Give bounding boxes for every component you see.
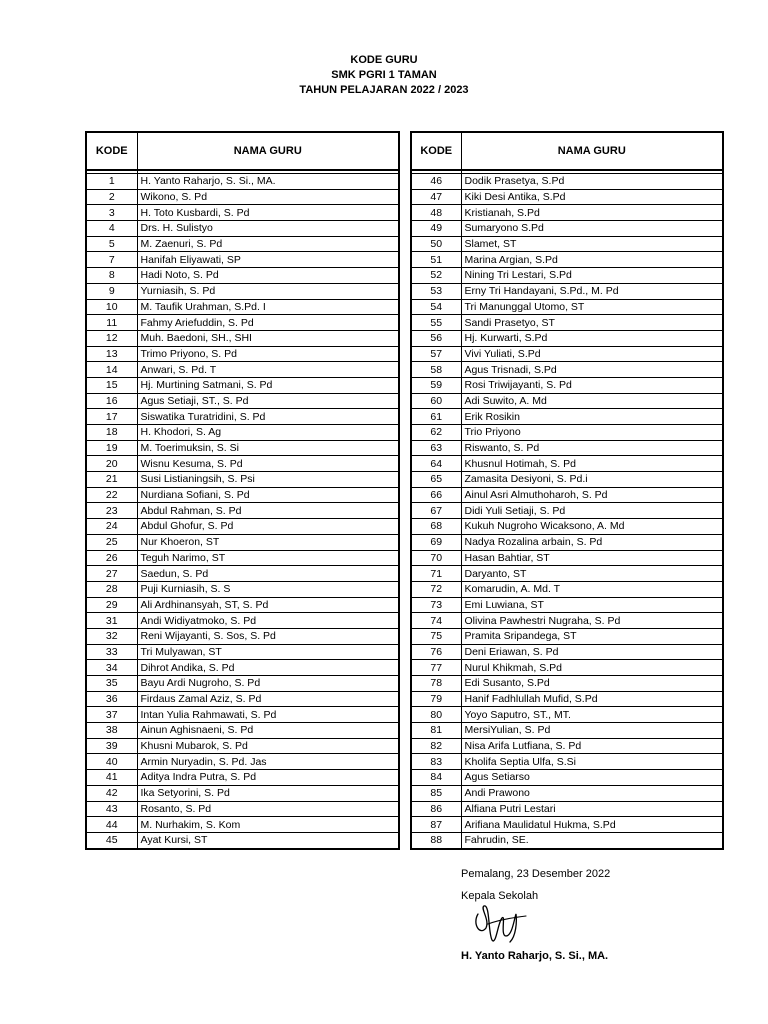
teacher-code: 41 <box>86 770 137 786</box>
teacher-name: Didi Yuli Setiaji, S. Pd <box>461 503 723 519</box>
teacher-name: Abdul Ghofur, S. Pd <box>137 519 399 535</box>
table-row <box>411 628 723 644</box>
teacher-code: 4 <box>86 221 137 237</box>
teacher-name: H. Khodori, S. Ag <box>137 425 399 441</box>
table-row <box>411 205 723 221</box>
teacher-code: 7 <box>86 252 137 268</box>
teacher-name: Emi Luwiana, ST <box>461 597 723 613</box>
table-row <box>86 174 399 190</box>
teacher-name: M. Zaenuri, S. Pd <box>137 236 399 252</box>
teacher-name: Kristianah, S.Pd <box>461 205 723 221</box>
teacher-name: Rosi Triwijayanti, S. Pd <box>461 377 723 393</box>
teacher-code: 70 <box>411 550 461 566</box>
teacher-name: Hanif Fadhlullah Mufid, S.Pd <box>461 691 723 707</box>
teacher-code: 40 <box>86 754 137 770</box>
teacher-name: Muh. Baedoni, SH., SHI <box>137 330 399 346</box>
teacher-code: 13 <box>86 346 137 362</box>
teacher-code: 34 <box>86 660 137 676</box>
table-row <box>411 393 723 409</box>
table-row <box>86 597 399 613</box>
teacher-code: 22 <box>86 487 137 503</box>
teacher-code: 3 <box>86 205 137 221</box>
teacher-code: 55 <box>411 315 461 331</box>
table-row <box>86 534 399 550</box>
teacher-name: Nining Tri Lestari, S.Pd <box>461 268 723 284</box>
teacher-name: Nur Khoeron, ST <box>137 534 399 550</box>
teacher-name: Nurdiana Sofiani, S. Pd <box>137 487 399 503</box>
teacher-name: Kukuh Nugroho Wicaksono, A. Md <box>461 519 723 535</box>
teacher-code: 27 <box>86 566 137 582</box>
table-row <box>411 283 723 299</box>
teacher-name: Fahmy Ariefuddin, S. Pd <box>137 315 399 331</box>
table-row <box>86 691 399 707</box>
table-row <box>411 377 723 393</box>
teacher-code: 48 <box>411 205 461 221</box>
teacher-name: Tri Manunggal Utomo, ST <box>461 299 723 315</box>
teacher-code: 78 <box>411 676 461 692</box>
teacher-name: Hanifah Eliyawati, SP <box>137 252 399 268</box>
table-row <box>411 770 723 786</box>
teacher-name: Khusnul Hotimah, S. Pd <box>461 456 723 472</box>
table-row <box>411 801 723 817</box>
teacher-code: 10 <box>86 299 137 315</box>
table-row <box>86 440 399 456</box>
teacher-name: Reni Wijayanti, S. Sos, S. Pd <box>137 628 399 644</box>
teacher-name: Wikono, S. Pd <box>137 189 399 205</box>
teacher-code: 24 <box>86 519 137 535</box>
table-row <box>411 691 723 707</box>
teacher-code: 28 <box>86 581 137 597</box>
teacher-name: Ainun Aghisnaeni, S. Pd <box>137 723 399 739</box>
table-row <box>86 377 399 393</box>
teacher-code: 21 <box>86 472 137 488</box>
table-row <box>86 832 399 848</box>
table-row <box>411 456 723 472</box>
table-row <box>411 503 723 519</box>
teacher-name: Intan Yulia Rahmawati, S. Pd <box>137 707 399 723</box>
table-row <box>411 723 723 739</box>
table-row <box>86 393 399 409</box>
teacher-name: Marina Argian, S.Pd <box>461 252 723 268</box>
table-row <box>86 456 399 472</box>
teacher-table-right <box>410 131 724 850</box>
teacher-table-left <box>85 131 400 850</box>
teacher-name: Abdul Rahman, S. Pd <box>137 503 399 519</box>
table-row <box>86 425 399 441</box>
teacher-code: 79 <box>411 691 461 707</box>
teacher-name: Agus Trisnadi, S.Pd <box>461 362 723 378</box>
table-row <box>86 330 399 346</box>
teacher-code: 12 <box>86 330 137 346</box>
teacher-code: 53 <box>411 283 461 299</box>
teacher-name: Kholifa Septia Ulfa, S.Si <box>461 754 723 770</box>
teacher-code: 80 <box>411 707 461 723</box>
table-row <box>411 597 723 613</box>
table-row <box>411 534 723 550</box>
table-row <box>86 487 399 503</box>
teacher-code: 44 <box>86 817 137 833</box>
table-row <box>86 252 399 268</box>
title-kode-guru: KODE GURU <box>350 54 418 66</box>
teacher-name: M. Taufik Urahman, S.Pd. I <box>137 299 399 315</box>
signature-image <box>470 902 530 948</box>
teacher-code: 73 <box>411 597 461 613</box>
teacher-code: 67 <box>411 503 461 519</box>
teacher-code: 76 <box>411 644 461 660</box>
teacher-name: Hj. Murtining Satmani, S. Pd <box>137 377 399 393</box>
teacher-code: 35 <box>86 676 137 692</box>
table-row <box>86 205 399 221</box>
teacher-name: MersiYulian, S. Pd <box>461 723 723 739</box>
table-row <box>411 566 723 582</box>
teacher-name: Edi Susanto, S.Pd <box>461 676 723 692</box>
table-row <box>411 660 723 676</box>
teacher-name: Agus Setiaji, ST., S. Pd <box>137 393 399 409</box>
table-row <box>86 785 399 801</box>
teacher-code: 63 <box>411 440 461 456</box>
teacher-code: 69 <box>411 534 461 550</box>
teacher-name: Rosanto, S. Pd <box>137 801 399 817</box>
teacher-code: 42 <box>86 785 137 801</box>
table-row <box>411 676 723 692</box>
teacher-name: Erik Rosikin <box>461 409 723 425</box>
teacher-code: 16 <box>86 393 137 409</box>
table-row <box>411 174 723 190</box>
teacher-code: 57 <box>411 346 461 362</box>
teacher-name: Firdaus Zamal Aziz, S. Pd <box>137 691 399 707</box>
table-row <box>86 519 399 535</box>
table-row <box>86 754 399 770</box>
teacher-name: Sandi Prasetyo, ST <box>461 315 723 331</box>
teacher-name: Erny Tri Handayani, S.Pd., M. Pd <box>461 283 723 299</box>
teacher-code: 84 <box>411 770 461 786</box>
table-row <box>86 660 399 676</box>
teacher-code: 60 <box>411 393 461 409</box>
teacher-name: Agus Setiarso <box>461 770 723 786</box>
teacher-code: 29 <box>86 597 137 613</box>
teacher-name: Armin Nuryadin, S. Pd. Jas <box>137 754 399 770</box>
teacher-code: 17 <box>86 409 137 425</box>
teacher-name: Hadi Noto, S. Pd <box>137 268 399 284</box>
signature-name: H. Yanto Raharjo, S. Si., MA. <box>461 950 609 962</box>
table-row <box>411 299 723 315</box>
table-row <box>86 299 399 315</box>
teacher-name: Ayat Kursi, ST <box>137 832 399 848</box>
table-row <box>86 707 399 723</box>
teacher-name: Komarudin, A. Md. T <box>461 581 723 597</box>
teacher-name: Anwari, S. Pd. T <box>137 362 399 378</box>
teacher-name: Yoyo Saputro, ST., MT. <box>461 707 723 723</box>
teacher-name: Daryanto, ST <box>461 566 723 582</box>
teacher-name: Riswanto, S. Pd <box>461 440 723 456</box>
teacher-code: 33 <box>86 644 137 660</box>
table-row <box>86 676 399 692</box>
table-row <box>86 503 399 519</box>
teacher-name: Fahrudin, SE. <box>461 832 723 848</box>
table-row <box>86 801 399 817</box>
table-row <box>411 440 723 456</box>
teacher-code: 49 <box>411 221 461 237</box>
teacher-code: 83 <box>411 754 461 770</box>
teacher-name: Aditya Indra Putra, S. Pd <box>137 770 399 786</box>
teacher-code: 75 <box>411 628 461 644</box>
table-row <box>411 550 723 566</box>
teacher-code: 66 <box>411 487 461 503</box>
table-row <box>86 283 399 299</box>
table-row <box>411 581 723 597</box>
signature-role: Kepala Sekolah <box>461 890 539 902</box>
teacher-code: 1 <box>86 174 137 190</box>
table-row <box>411 832 723 848</box>
table-row <box>86 362 399 378</box>
table-row <box>411 346 723 362</box>
teacher-name: H. Toto Kusbardi, S. Pd <box>137 205 399 221</box>
academic-year: TAHUN PELAJARAN 2022 / 2023 <box>299 84 469 96</box>
column-header-nama: NAMA GURU <box>461 132 723 170</box>
document-header <box>0 53 768 98</box>
table-row <box>86 346 399 362</box>
table-row <box>86 581 399 597</box>
teacher-name: Saedun, S. Pd <box>137 566 399 582</box>
teacher-code: 71 <box>411 566 461 582</box>
teacher-name: Puji Kurniasih, S. S <box>137 581 399 597</box>
teacher-name: Yurniasih, S. Pd <box>137 283 399 299</box>
table-row <box>86 628 399 644</box>
table-row <box>411 362 723 378</box>
teacher-name: Trimo Priyono, S. Pd <box>137 346 399 362</box>
teacher-code: 20 <box>86 456 137 472</box>
teacher-code: 36 <box>86 691 137 707</box>
table-row <box>411 189 723 205</box>
teacher-code: 58 <box>411 362 461 378</box>
teacher-code: 47 <box>411 189 461 205</box>
teacher-name: Arifiana Maulidatul Hukma, S.Pd <box>461 817 723 833</box>
teacher-code: 15 <box>86 377 137 393</box>
teacher-code: 14 <box>86 362 137 378</box>
teacher-name: Pramita Sripandega, ST <box>461 628 723 644</box>
teacher-name: Bayu Ardi Nugroho, S. Pd <box>137 676 399 692</box>
teacher-code: 54 <box>411 299 461 315</box>
teacher-code: 59 <box>411 377 461 393</box>
teacher-name: Zamasita Desiyoni, S. Pd.i <box>461 472 723 488</box>
teacher-code: 26 <box>86 550 137 566</box>
table-row <box>411 330 723 346</box>
teacher-name: Trio Priyono <box>461 425 723 441</box>
teacher-name: Sumaryono S.Pd <box>461 221 723 237</box>
teacher-name: Ainul Asri Almuthoharoh, S. Pd <box>461 487 723 503</box>
teacher-code: 77 <box>411 660 461 676</box>
column-header-kode: KODE <box>411 132 461 170</box>
table-header-row <box>86 132 399 170</box>
school-name: SMK PGRI 1 TAMAN <box>331 69 437 81</box>
teacher-name: Susi Listianingsih, S. Psi <box>137 472 399 488</box>
teacher-name: Nisa Arifa Lutfiana, S. Pd <box>461 738 723 754</box>
table-row <box>411 221 723 237</box>
teacher-code: 88 <box>411 832 461 848</box>
teacher-code: 86 <box>411 801 461 817</box>
teacher-name: Olivina Pawhestri Nugraha, S. Pd <box>461 613 723 629</box>
signature-place-date: Pemalang, 23 Desember 2022 <box>461 868 611 880</box>
teacher-code: 85 <box>411 785 461 801</box>
table-row <box>86 644 399 660</box>
teacher-name: M. Nurhakim, S. Kom <box>137 817 399 833</box>
teacher-name: Andi Prawono <box>461 785 723 801</box>
teacher-name: Kiki Desi Antika, S.Pd <box>461 189 723 205</box>
table-row <box>411 425 723 441</box>
teacher-code: 81 <box>411 723 461 739</box>
teacher-name: Ika Setyorini, S. Pd <box>137 785 399 801</box>
teacher-name: Wisnu Kesuma, S. Pd <box>137 456 399 472</box>
teacher-code: 25 <box>86 534 137 550</box>
table-row <box>411 785 723 801</box>
teacher-code: 52 <box>411 268 461 284</box>
teacher-name: Hasan Bahtiar, ST <box>461 550 723 566</box>
teacher-code: 68 <box>411 519 461 535</box>
table-row <box>86 189 399 205</box>
teacher-code: 2 <box>86 189 137 205</box>
teacher-code: 11 <box>86 315 137 331</box>
teacher-code: 82 <box>411 738 461 754</box>
teacher-code: 39 <box>86 738 137 754</box>
table-row <box>411 268 723 284</box>
teacher-code: 46 <box>411 174 461 190</box>
teacher-code: 62 <box>411 425 461 441</box>
table-row <box>86 221 399 237</box>
teacher-code: 50 <box>411 236 461 252</box>
teacher-name: Dihrot Andika, S. Pd <box>137 660 399 676</box>
table-row <box>411 409 723 425</box>
teacher-code: 87 <box>411 817 461 833</box>
teacher-code: 43 <box>86 801 137 817</box>
table-row <box>411 236 723 252</box>
teacher-code: 56 <box>411 330 461 346</box>
table-row <box>86 817 399 833</box>
teacher-name: Siswatika Turatridini, S. Pd <box>137 409 399 425</box>
teacher-name: Deni Eriawan, S. Pd <box>461 644 723 660</box>
teacher-name: Drs. H. Sulistyo <box>137 221 399 237</box>
teacher-name: Khusni Mubarok, S. Pd <box>137 738 399 754</box>
table-row <box>411 252 723 268</box>
table-row <box>411 472 723 488</box>
teacher-name: Tri Mulyawan, ST <box>137 644 399 660</box>
teacher-name: M. Toerimuksin, S. Si <box>137 440 399 456</box>
table-row <box>86 268 399 284</box>
teacher-name: Nurul Khikmah, S.Pd <box>461 660 723 676</box>
table-row <box>411 613 723 629</box>
teacher-code: 19 <box>86 440 137 456</box>
teacher-code: 74 <box>411 613 461 629</box>
teacher-code: 9 <box>86 283 137 299</box>
table-row <box>411 487 723 503</box>
table-row <box>86 315 399 331</box>
column-header-kode: KODE <box>86 132 137 170</box>
teacher-code: 32 <box>86 628 137 644</box>
teacher-code: 61 <box>411 409 461 425</box>
table-header-row <box>411 132 723 170</box>
teacher-name: H. Yanto Raharjo, S. Si., MA. <box>137 174 399 190</box>
table-row <box>86 236 399 252</box>
table-row <box>411 817 723 833</box>
teacher-code: 45 <box>86 832 137 848</box>
teacher-name: Ali Ardhinansyah, ST, S. Pd <box>137 597 399 613</box>
teacher-code: 38 <box>86 723 137 739</box>
table-row <box>411 519 723 535</box>
teacher-name: Hj. Kurwarti, S.Pd <box>461 330 723 346</box>
teacher-code: 8 <box>86 268 137 284</box>
teacher-code: 5 <box>86 236 137 252</box>
teacher-code: 18 <box>86 425 137 441</box>
teacher-name: Teguh Narimo, ST <box>137 550 399 566</box>
teacher-code: 37 <box>86 707 137 723</box>
teacher-name: Slamet, ST <box>461 236 723 252</box>
table-row <box>86 770 399 786</box>
teacher-code: 31 <box>86 613 137 629</box>
column-header-nama: NAMA GURU <box>137 132 399 170</box>
teacher-name: Adi Suwito, A. Md <box>461 393 723 409</box>
table-row <box>86 566 399 582</box>
teacher-code: 72 <box>411 581 461 597</box>
teacher-name: Nadya Rozalina arbain, S. Pd <box>461 534 723 550</box>
teacher-name: Dodik Prasetya, S.Pd <box>461 174 723 190</box>
table-row <box>86 738 399 754</box>
table-row <box>411 707 723 723</box>
table-row <box>86 613 399 629</box>
table-row <box>411 315 723 331</box>
teacher-name: Alfiana Putri Lestari <box>461 801 723 817</box>
table-row <box>411 644 723 660</box>
teacher-code: 51 <box>411 252 461 268</box>
teacher-code: 23 <box>86 503 137 519</box>
table-row <box>411 738 723 754</box>
table-row <box>86 723 399 739</box>
table-row <box>411 754 723 770</box>
teacher-name: Vivi Yuliati, S.Pd <box>461 346 723 362</box>
teacher-code: 65 <box>411 472 461 488</box>
table-row <box>86 472 399 488</box>
teacher-name: Andi Widiyatmoko, S. Pd <box>137 613 399 629</box>
teacher-code: 64 <box>411 456 461 472</box>
table-row <box>86 409 399 425</box>
table-row <box>86 550 399 566</box>
